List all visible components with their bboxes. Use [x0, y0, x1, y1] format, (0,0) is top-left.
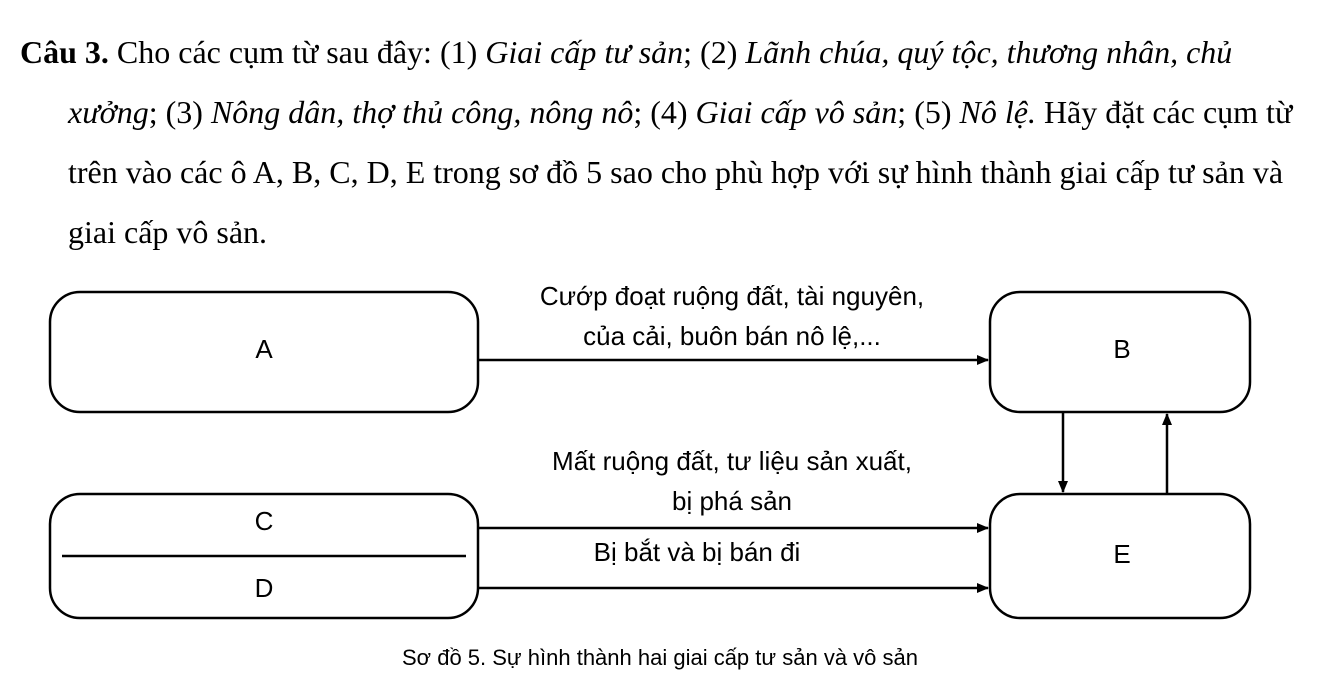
question-outro: Hãy đặt các cụm từ trên vào các ô A, B, C, D, E trong sơ đồ 5 sao cho phù hợp với sự hình thành giai cấp tư sản và giai cấp vô sản. — [68, 94, 1293, 250]
phrase-4: Giai cấp vô sản — [695, 94, 898, 130]
question-intro: Cho các cụm từ sau đây: (1) — [108, 34, 486, 70]
separator-3: ; (4) — [633, 94, 696, 130]
label-mid-line1: Mất ruộng đất, tư liệu sản xuất, — [552, 446, 912, 476]
question-label: Câu 3. — [20, 34, 109, 70]
label-top-line2: của cải, buôn bán nô lệ,... — [583, 321, 881, 351]
box-e-label: E — [1113, 539, 1131, 569]
diagram-caption: Sơ đồ 5. Sự hình thành hai giai cấp tư sản và vô sản — [402, 645, 918, 670]
box-c-label: C — [254, 506, 274, 536]
box-a-label: A — [255, 334, 273, 364]
phrase-2: Lãnh chúa, quý tộc, thương nhân, chủ xưởng — [68, 34, 1233, 130]
phrase-1: Giai cấp tư sản — [485, 34, 684, 70]
box-b-label: B — [1113, 334, 1131, 364]
label-mid-line2: bị phá sản — [672, 486, 792, 516]
separator-1: ; (2) — [683, 34, 746, 70]
label-top-line1: Cướp đoạt ruộng đất, tài nguyên, — [539, 281, 925, 311]
separator-2: ; (3) — [148, 94, 211, 130]
label-bottom: Bị bắt và bị bán đi — [593, 537, 801, 567]
phrase-5: Nô lệ. — [959, 94, 1036, 130]
box-d-label: D — [254, 573, 274, 603]
separator-4: ; (5) — [897, 94, 960, 130]
phrase-3: Nông dân, thợ thủ công, nông nô — [210, 94, 634, 130]
